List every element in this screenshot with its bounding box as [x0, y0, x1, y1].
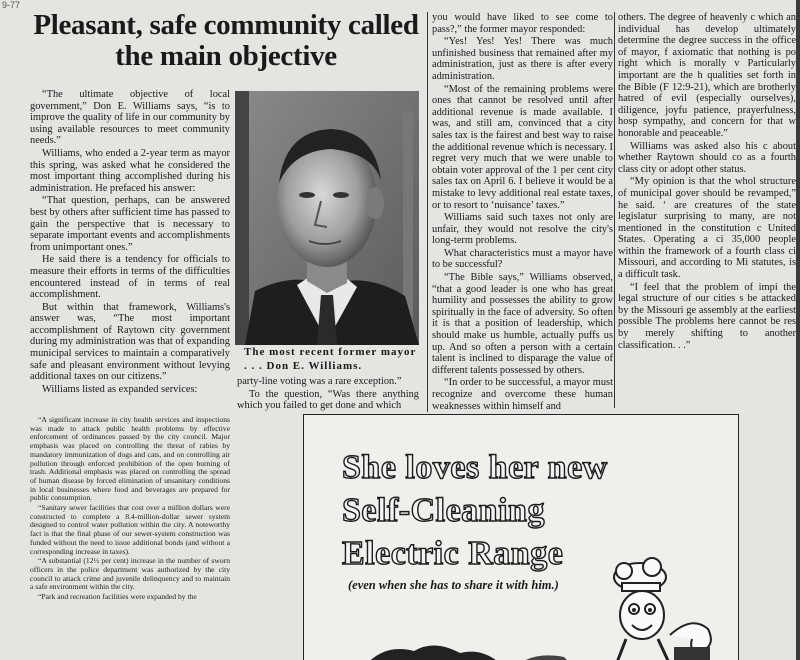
ad-decoration — [364, 637, 584, 660]
page-marker: 9-77 — [2, 0, 21, 10]
headline: Pleasant, safe community called the main objective — [33, 9, 419, 72]
paragraph: What characteristics must a mayor have to be successful? — [432, 247, 613, 271]
paragraph: “Most of the remaining problems were ones that cannot be resolved until after additional revenue is made available. I was, and still am, convinced that a city sales tax is the fairest and best way to raise the additional revenue which is necessary. I regret very much that we were unable to obtain voter approval of the 1 per cent city sales tax on April 6. I believe it would be a mistake to levy additional real estate taxes, or to resort to ‘nuisance’ taxes.” — [432, 83, 613, 211]
paragraph: Williams, who ended a 2-year term as mayor this spring, was asked what he considered the most important thing accomplished during his administration. He prefaced his answer: — [30, 147, 230, 194]
paragraph: “Park and recreation facilities were expanded by the — [38, 592, 197, 602]
paragraph: party-line voting was a rare exception.” — [237, 376, 402, 387]
paragraph: “Sanitary sewer facilities that cost over a million dollars were constructed to complete a 8.4-million-dollar sewer system designed to control water pollution within the city. A noteworthy fact is that the final phase of our sewer-system construction was funded without the need to issue additional bonds (and without a corresponding increase in taxes). — [30, 503, 230, 556]
article-column-4 — [618, 12, 796, 404]
column-divider — [614, 12, 615, 408]
paragraph: Williams listed as expanded services: — [42, 383, 198, 395]
paragraph: Williams was asked also his c about whether Raytown should co as a fourth class city or adopt other status. — [618, 140, 796, 175]
paragraph: “The ultimate objective of local government,” Don E. Williams says, “is to improve the quality of life in our community by using available resources to meet community needs.” — [30, 89, 230, 147]
paragraph: “I feel that the problem of impi the legal structure of our cities s be attacked by the Missouri ge assembly at the earliest possible The problems here cannot be res by merely shifting to another classification. . .” — [618, 281, 796, 351]
paragraph: “The Bible says,” Williams observed, “that a good leader is one who has great humility and possesses the ability to grow spiritually in the face of adversity. So often it is that a position of leadership, which should make us humble, actually puffs us up. And so often a person with a certain talent is inclined to disparage the value of different talents possessed by others. — [432, 272, 613, 376]
paragraph: But within that framework, Williams's answer was, “The most important accomplishment of Raytown city government during my administration was that of expanding municipal services to maintain a comparatively safe and pleasant environment without levying additional taxes on our citizens.” — [30, 301, 230, 383]
article-column-2 — [237, 376, 419, 413]
paragraph: “A substantial (12½ per cent) increase in the number of sworn officers in the police department was authorized by the city council to attack crime and juvenile delinquency and to maintain a safe environment within the city. — [30, 556, 230, 592]
paragraph: “Yes! Yes! Yes! There was much unfinished business that remained after my administration, just as there is after every administration. — [432, 36, 613, 82]
ad-headline-line-3: Electric Range — [342, 535, 564, 572]
article-column-1 — [30, 89, 230, 396]
ad-headline-line-2: Self-Cleaning — [342, 492, 545, 529]
mayor-portrait-photo — [235, 91, 419, 345]
paragraph: “A significant increase in city health services and inspections was made to attack public health problems by effective enforcement of ordinances passed by the city council. Major emphasis was placed on controlling the threat of rabies by mandatory immunization of dogs and cats, and on controlling air pollution through enforced prohibition of the open burning of trash. Additional emphasis was placed on controlling the spread of human disease by forced elimination of unsanitary conditions in local businesses where food and beverages are prepared for public consumption. — [30, 416, 230, 503]
ad-tagline: (even when she has to share it with him.) — [348, 578, 559, 592]
paragraph: To the question, “Was there anything which you failed to get done and which — [237, 388, 419, 412]
paragraph: others. The degree of heavenly c which an individual has develop ultimately determine the degree success in the office of mayor, f axiomatic that nothing is po right which is morally v Particularly important are the h qualities set forth in the Bible (F 12:9-21), which are brotherly hatred of evil (especially ourselves), diligence, joyfu patience, prayerfulness, hosp sympathy, and concern for that w honorable and peaceable.” — [618, 12, 796, 139]
paragraph: Williams said such taxes not only are unfair, they would not resolve the city's long-term problems. — [432, 212, 613, 247]
photo-caption: The most recent former mayor . . . Don E. Williams. — [244, 346, 417, 372]
paragraph: “That question, perhaps, can be answered best by others after sufficient time has passed to gain the perspective that is necessary to separate important events and accomplishments from unimportant ones.” — [30, 195, 230, 253]
range-advertisement — [303, 414, 739, 660]
services-list — [30, 416, 230, 656]
paragraph: “My opinion is that the whol structure of municipal gover should be revamped,” he said. ‘ are creatures of the state legislatur surprising to many, are not mentioned in the constitution c United States. Operating a ci 35,000 people within the framework of a fourth class ci Missouri, and according to Mi statutes, is a difficult task. — [618, 176, 796, 281]
ad-headline-line-1: She loves her new — [342, 449, 608, 486]
column-divider — [427, 12, 428, 412]
paragraph: you would have liked to see come to pass?,” the former mayor responded: — [432, 12, 613, 35]
paragraph: “In order to be successful, a mayor must recognize and overcome these human weaknesses within himself and — [432, 377, 613, 412]
paragraph: He said there is a tendency for officials to measure their efforts in terms of the difficulties encountered instead of in terms of real accomplishment. — [30, 254, 230, 301]
article-column-3 — [432, 12, 613, 413]
page-edge — [796, 0, 800, 660]
reddy-kilowatt-mascot-icon — [596, 555, 736, 660]
